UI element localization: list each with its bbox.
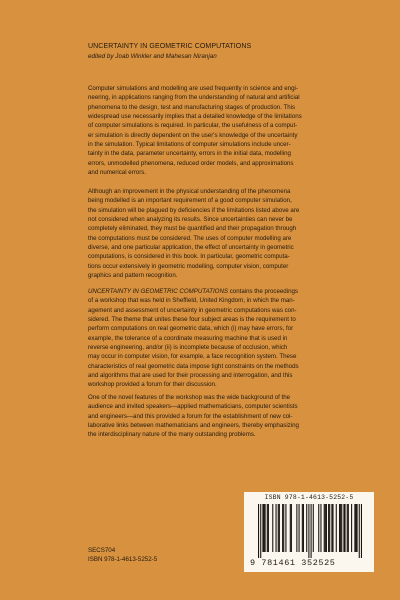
text-line: not considered when analyzing its results. Since uncertainties can never be [88, 216, 293, 224]
barcode-bar [276, 504, 277, 552]
barcode-bar [324, 504, 325, 552]
barcode-bar [320, 504, 321, 552]
text-line: and engineers—and this provided a forum for the establishment of new col- [88, 412, 293, 420]
text-line: example, the tolerance of a coordinate measuring machine that is used in [88, 334, 288, 342]
barcode-bar [326, 504, 327, 552]
text-line: the computations must be considered. The uses of computer modelling are [88, 234, 292, 242]
barcode-bars [258, 504, 362, 558]
book-editors: edited by Joab Winkler and Mahesan Niranjan [88, 53, 217, 60]
italic-book-title: UNCERTAINTY IN GEOMETRIC COMPUTATIONS [88, 288, 228, 295]
text-line: in the simulation. Typical limitations of computer simulations include uncer- [88, 141, 291, 149]
text-line: of computer simulations is required. In particular, the usefulness of a comput- [88, 122, 298, 130]
description-paragraph-3 [88, 287, 372, 390]
barcode-bar [258, 504, 259, 558]
barcode-bar [272, 504, 273, 552]
text-line: perform computations on real geometric data, which (i) may have errors, for [88, 325, 294, 333]
barcode-bar [351, 504, 352, 552]
barcode-bar [347, 504, 348, 552]
barcode-bar [348, 504, 349, 552]
barcode-bar [331, 504, 332, 552]
text-line: and numerical errors. [88, 169, 147, 177]
text-line: widespread use necessarily implies that a detailed knowledge of the limitations [88, 113, 302, 121]
text-fragment: contains the proceedings [228, 288, 298, 295]
barcode-bar [285, 504, 286, 552]
barcode-bar [296, 504, 297, 552]
barcode-bar [302, 504, 303, 552]
barcode-bar [313, 504, 314, 552]
isbn-number: ISBN 978-1-4613-5252-5 [88, 556, 158, 563]
text-line: tainty in the data, parameter uncertainty, errors in the initial data, modelling [88, 150, 291, 158]
barcode-bar [283, 504, 284, 552]
text-line: er simulation is directly dependent on the user's knowledge of the uncertainty [88, 131, 298, 139]
barcode-bar [290, 504, 291, 552]
barcode-bar [303, 504, 304, 552]
book-title: UNCERTAINTY IN GEOMETRIC COMPUTATIONS [88, 43, 252, 50]
barcode-bar [339, 504, 340, 552]
text-line: laborative links between mathematicians and engineers, thereby emphasizing [88, 422, 299, 430]
text-line: audience and invited speakers—applied mathematicians, computer scientists [88, 403, 298, 411]
text-line: One of the novel features of the workshop was the wide background of the [88, 394, 291, 401]
barcode-bar [311, 504, 312, 558]
text-line: diverse, and one particular application, the effect of uncertainty in geometric [88, 244, 294, 252]
barcode-bar [291, 504, 292, 552]
text-line: errors, unmodelled phenomena, reduced order models, and approximations [88, 159, 294, 167]
text-line: completely eliminated, they must be quantified and their propagation through [88, 225, 297, 233]
description-paragraph-4 [88, 393, 372, 440]
text-line: reverse engineering, and/or (ii) is incomplete because of occlusion, which [88, 344, 288, 352]
text-line: of a workshop that was held in Sheffield, United Kingdom, in which the man- [88, 297, 295, 305]
barcode-bar [268, 504, 269, 552]
barcode-bar [306, 504, 307, 552]
text-line: being modelled is an important requirement of a good computer simulation, [88, 197, 292, 205]
barcode-bar [299, 504, 300, 552]
barcode-bar [260, 504, 261, 558]
barcode-bar [318, 504, 319, 552]
barcode-bar [361, 504, 362, 558]
isbn-barcode [244, 492, 374, 572]
barcode-bar [279, 504, 280, 552]
barcode-bar [336, 504, 337, 552]
text-line: workshop provided a forum for their discussion. [88, 381, 217, 389]
barcode-bar [263, 504, 264, 552]
barcode-bar [357, 504, 358, 552]
barcode-bar [278, 504, 279, 552]
barcode-bar [328, 504, 329, 552]
text-line: Although an improvement in the physical understanding of the phenomena [88, 188, 291, 195]
text-line: may occur in computer vision, for example, a face recognition system. These [88, 353, 297, 361]
barcode-bar [341, 504, 342, 552]
barcode-bar [325, 504, 326, 552]
barcode-bar [340, 504, 341, 552]
text-line: tions occur extensively in geometric modelling, computer vision, computer [88, 262, 289, 270]
text-line: agement and assessment of uncertainty in geometric computations was con- [88, 306, 297, 314]
text-line [88, 287, 372, 296]
text-line: the interdisciplinary nature of the many outstanding problems. [88, 431, 256, 439]
barcode-bar [262, 504, 263, 552]
barcode-bar [354, 504, 355, 552]
text-line: the simulation will be plagued by deficiencies if the limitations listed above are [88, 206, 300, 214]
barcode-bar [267, 504, 268, 552]
barcode-isbn-label: ISBN 978-1-4613-5252-5 [264, 494, 354, 501]
barcode-bar [329, 504, 330, 552]
text-line: neering, in applications ranging from the understanding of natural and artificial [88, 94, 300, 102]
barcode-bar [355, 504, 356, 552]
text-line: phenomena to the design, test and manufacturing stages of production. This [88, 103, 296, 111]
text-line: characteristics of real geometric data impose tight constraints on the methods [88, 362, 299, 370]
barcode-bar [265, 504, 266, 552]
text-line: Computer simulations and modelling are used frequently in science and engi- [88, 85, 298, 92]
description-paragraph-2 [88, 187, 372, 280]
barcode-bar [359, 504, 360, 558]
barcode-bar [332, 504, 333, 552]
barcode-bar [308, 504, 309, 558]
text-line: sidered. The theme that unites these four subject areas is the requirement to [88, 316, 296, 324]
text-line: computations, is considered in this book. In particular, geometric computa- [88, 253, 290, 261]
description-paragraph-1 [88, 84, 372, 177]
text-line: graphics and pattern recognition. [88, 272, 178, 280]
series-code: SECS704 [88, 547, 116, 554]
barcode-bar [343, 504, 344, 552]
barcode-bar [344, 504, 345, 552]
barcode-bar [282, 504, 283, 552]
barcode-digits: 9 781461 352525 [250, 558, 336, 568]
text-line: and algorithms that are used for their processing and interrogation, and this [88, 372, 293, 380]
